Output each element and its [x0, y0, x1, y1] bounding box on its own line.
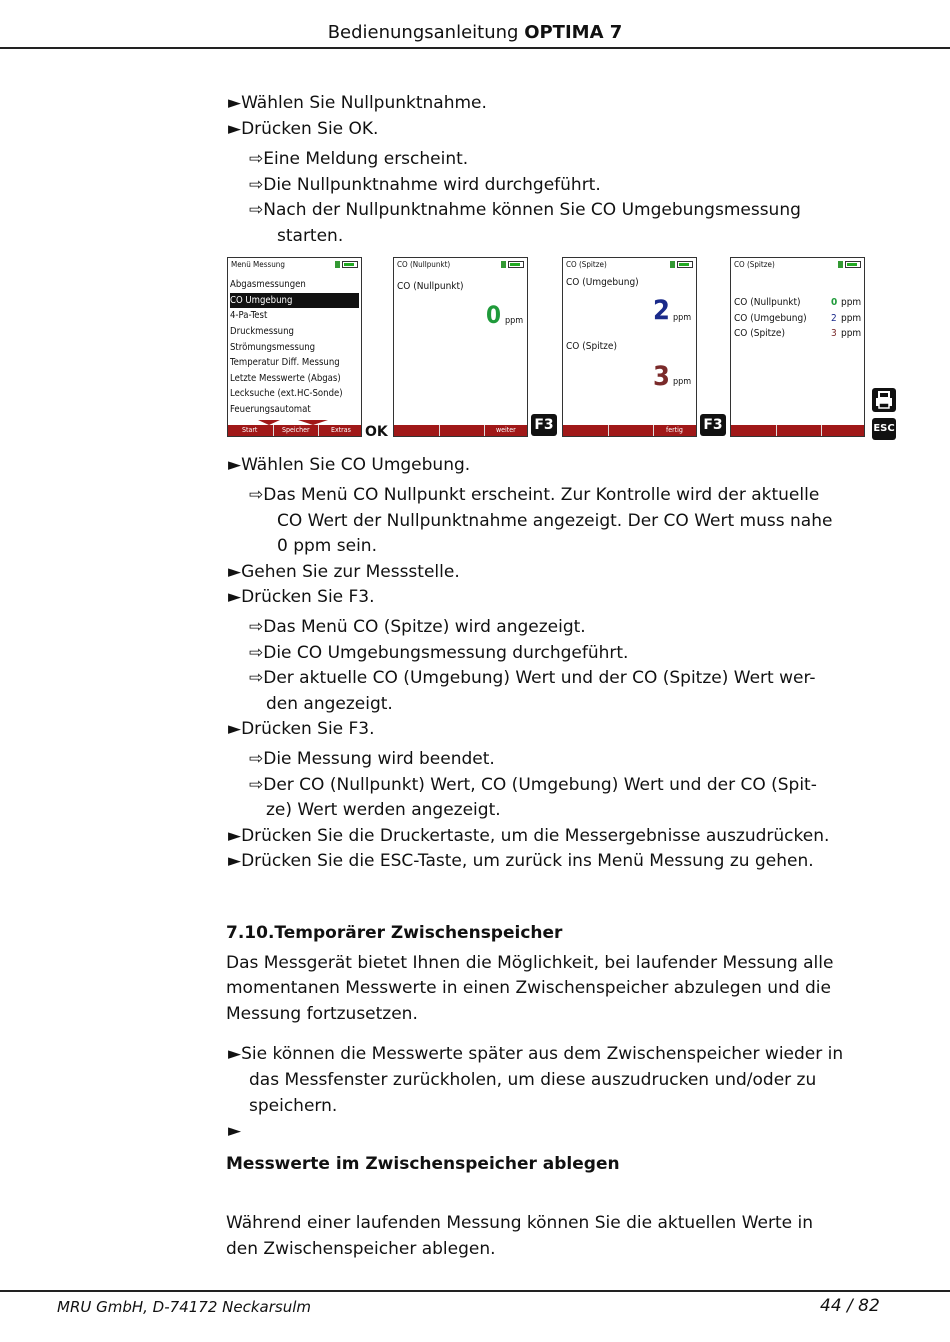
step-line: ►Drücken Sie OK.	[228, 119, 379, 139]
footer-rule	[0, 1290, 950, 1292]
result-line: ⇨Der CO (Nullpunkt) Wert, CO (Umgebung) Wert und der CO (Spit-	[249, 775, 817, 795]
function-bar	[228, 425, 361, 436]
result-label-umgebung: CO (Umgebung)	[734, 313, 807, 324]
result-line: starten.	[277, 226, 344, 246]
fkey-fertig[interactable]: fertig	[666, 426, 683, 434]
result-line: 0 ppm sein.	[277, 536, 377, 556]
measure-label: CO (Nullpunkt)	[397, 281, 464, 292]
result-unit: ppm	[841, 313, 862, 324]
plug-icon	[838, 261, 843, 268]
screen-co-spitze	[562, 257, 697, 437]
fkey-divider	[273, 425, 274, 436]
paragraph-line: den Zwischenspeicher ablegen.	[226, 1239, 496, 1259]
fkey-divider	[653, 425, 654, 436]
function-bar	[731, 425, 864, 436]
result-value-nullpunkt: 0	[831, 297, 838, 308]
menu-item-feuerungsautomat[interactable]: Feuerungsautomat	[230, 404, 311, 415]
step-line: ►Wählen Sie CO Umgebung.	[228, 455, 471, 475]
footer-company: MRU GmbH, D-74172 Neckarsulm	[57, 1298, 311, 1316]
header-rule	[0, 47, 950, 49]
result-line: CO Wert der Nullpunktnahme angezeigt. Der CO Wert muss nahe	[277, 511, 833, 531]
plug-icon	[670, 261, 675, 268]
step-line: ►Sie können die Messwerte später aus dem Zwischenspeicher wieder in	[228, 1044, 844, 1064]
measure-value-spitze: 3	[653, 361, 670, 392]
measure-unit: ppm	[505, 316, 524, 326]
screen-body	[394, 271, 527, 425]
screen-co-nullpunkt	[393, 257, 528, 437]
battery-icon	[677, 261, 693, 268]
printer-icon	[872, 388, 896, 412]
step-line: speichern.	[249, 1096, 338, 1116]
result-line: ⇨Nach der Nullpunktnahme können Sie CO Umgebungsmessung	[249, 200, 801, 220]
battery-icon	[845, 261, 861, 268]
screen-menu-messung	[227, 257, 362, 437]
screen-body	[228, 271, 361, 425]
result-label-spitze: CO (Spitze)	[734, 328, 785, 339]
result-line: ⇨Die Nullpunktnahme wird durchgeführt.	[249, 175, 601, 195]
step-line: ►Gehen Sie zur Messstelle.	[228, 562, 460, 582]
result-line: ⇨Das Menü CO (Spitze) wird angezeigt.	[249, 617, 586, 637]
result-value-spitze: 3	[831, 328, 837, 339]
measure-unit: ppm	[673, 377, 692, 387]
step-line: das Messfenster zurückholen, um diese auszudrucken und/oder zu	[249, 1070, 817, 1090]
menu-item-4pa-test[interactable]: 4-Pa-Test	[230, 310, 268, 321]
fkey-speicher[interactable]: Speicher	[282, 426, 310, 434]
ok-key-label[interactable]: OK	[365, 424, 388, 440]
result-unit: ppm	[841, 328, 862, 339]
menu-item-stroemungsmessung[interactable]: Strömungsmessung	[230, 342, 316, 353]
header-title: Bedienungsanleitung	[327, 22, 525, 43]
measure-label-spitze: CO (Spitze)	[566, 341, 617, 352]
step-line: ►	[228, 1121, 242, 1141]
paragraph-line: momentanen Messwerte in einen Zwischenspeicher abzulegen und die	[226, 978, 831, 998]
screen-body	[731, 271, 864, 425]
screen-body	[563, 271, 696, 425]
header-product: OPTIMA 7	[524, 22, 623, 43]
result-line: den angezeigt.	[266, 694, 393, 714]
plug-icon	[501, 261, 506, 268]
result-label-nullpunkt: CO (Nullpunkt)	[734, 297, 801, 308]
battery-icon	[342, 261, 358, 268]
footer-page-number: 44 / 82	[820, 1296, 880, 1316]
measure-value-umgebung: 2	[653, 295, 670, 326]
f3-key[interactable]: F3	[700, 414, 726, 436]
fkey-weiter[interactable]: weiter	[496, 426, 516, 434]
menu-item-lecksuche[interactable]: Lecksuche (ext.HC-Sonde)	[230, 388, 343, 399]
result-unit: ppm	[841, 297, 862, 308]
result-line: ⇨Eine Meldung erscheint.	[249, 149, 469, 169]
result-line: ⇨Das Menü CO Nullpunkt erscheint. Zur Kontrolle wird der aktuelle	[249, 485, 820, 505]
fkey-start[interactable]: Start	[242, 426, 258, 434]
menu-item-abgasmessungen[interactable]: Abgasmessungen	[230, 279, 306, 290]
menu-item-temperatur-diff[interactable]: Temperatur Diff. Messung	[230, 357, 340, 368]
menu-item-co-umgebung[interactable]: CO Umgebung	[230, 293, 359, 308]
fkey-divider	[484, 425, 485, 436]
fkey-extras[interactable]: Extras	[331, 426, 351, 434]
fkey-divider	[439, 425, 440, 436]
step-line: ►Drücken Sie F3.	[228, 719, 375, 739]
f3-key[interactable]: F3	[531, 414, 557, 436]
step-line: ►Drücken Sie die Druckertaste, um die Messergebnisse auszudrücken.	[228, 826, 830, 846]
measure-label-umgebung: CO (Umgebung)	[566, 277, 639, 288]
screen-title: CO (Spitze)	[731, 258, 864, 272]
result-value-umgebung: 2	[831, 313, 837, 324]
fkey-divider	[821, 425, 822, 436]
paragraph-line: Während einer laufenden Messung können Sie die aktuellen Werte in	[226, 1213, 814, 1233]
fkey-divider	[318, 425, 319, 436]
function-bar	[563, 425, 696, 436]
plug-icon	[335, 261, 340, 268]
step-line: ►Wählen Sie Nullpunktnahme.	[228, 93, 487, 113]
fkey-divider	[776, 425, 777, 436]
subheading: Messwerte im Zwischenspeicher ablegen	[226, 1154, 620, 1174]
section-heading: 7.10.Temporärer Zwischenspeicher	[226, 923, 563, 943]
paragraph-line: Das Messgerät bietet Ihnen die Möglichkeit, bei laufender Messung alle	[226, 953, 834, 973]
result-line: ze) Wert werden angezeigt.	[266, 800, 501, 820]
result-line: ⇨Die CO Umgebungsmessung durchgeführt.	[249, 643, 629, 663]
fkey-divider	[608, 425, 609, 436]
function-bar	[394, 425, 527, 436]
screen-title: CO (Nullpunkt)	[394, 258, 527, 272]
step-line: ►Drücken Sie die ESC-Taste, um zurück ins Menü Messung zu gehen.	[228, 851, 814, 871]
paragraph-line: Messung fortzusetzen.	[226, 1004, 418, 1024]
menu-item-druckmessung[interactable]: Druckmessung	[230, 326, 294, 337]
screen-title: Menü Messung	[228, 258, 361, 272]
page-header	[0, 22, 950, 43]
screen-co-results	[730, 257, 865, 437]
measure-value: 0	[486, 301, 502, 329]
result-line: ⇨Die Messung wird beendet.	[249, 749, 495, 769]
esc-key[interactable]: ESC	[872, 418, 896, 440]
menu-item-letzte-messwerte[interactable]: Letzte Messwerte (Abgas)	[230, 373, 341, 384]
result-line: ⇨Der aktuelle CO (Umgebung) Wert und der CO (Spitze) Wert wer-	[249, 668, 816, 688]
printer-key[interactable]	[872, 388, 896, 412]
measure-unit: ppm	[673, 313, 692, 323]
step-line: ►Drücken Sie F3.	[228, 587, 375, 607]
screen-title: CO (Spitze)	[563, 258, 696, 272]
battery-icon	[508, 261, 524, 268]
